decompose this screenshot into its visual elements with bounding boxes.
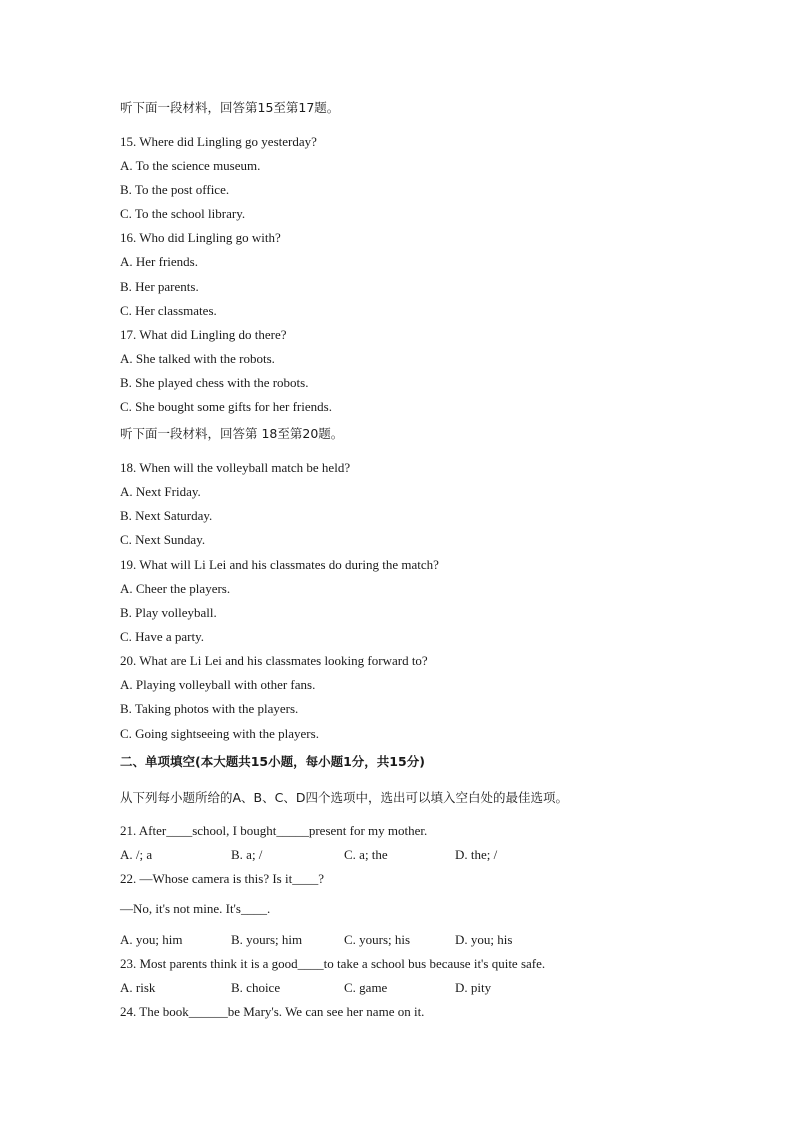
question-22-option-c: C. yours; his [344, 932, 411, 947]
question-20-option-c: C. Going sightseeing with the players. [120, 726, 319, 741]
question-22-option-b: B. yours; him [231, 932, 303, 947]
question-21-option-a: A. /; a [120, 847, 153, 862]
question-22-option-a: A. you; him [120, 932, 183, 947]
question-24-stem: 24. The book______be Mary's. We can see her name on it. [120, 1004, 425, 1019]
question-23-option-c: C. game [344, 980, 388, 995]
question-22-stem: 22. —Whose camera is this? Is it____? [120, 871, 324, 886]
question-19-option-a: A. Cheer the players. [120, 581, 231, 596]
question-17-option-a: A. She talked with the robots. [120, 351, 275, 366]
question-17-option-c: C. She bought some gifts for her friends. [120, 399, 332, 414]
question-22-reply: —No, it's not mine. It's____. [120, 901, 271, 916]
question-16-option-a: A. Her friends. [120, 254, 198, 269]
question-20-option-a: A. Playing volleyball with other fans. [120, 677, 316, 692]
question-19-stem: 19. What will Li Lei and his classmates do during the match? [120, 557, 439, 572]
question-21-option-d: D. the; / [455, 847, 498, 862]
question-16-option-b: B. Her parents. [120, 279, 199, 294]
question-19-option-c: C. Have a party. [120, 629, 204, 644]
question-22-option-d: D. you; his [455, 932, 513, 947]
question-15-option-b: B. To the post office. [120, 182, 230, 197]
question-17-option-b: B. She played chess with the robots. [120, 375, 309, 390]
question-17-stem: 17. What did Lingling do there? [120, 327, 287, 342]
question-18-stem: 18. When will the volleyball match be held? [120, 460, 351, 475]
question-18-option-c: C. Next Sunday. [120, 532, 206, 547]
listening-intro-15-17: 听下面一段材料，回答第15至第17题。 [120, 100, 340, 115]
listening-intro-18-20: 听下面一段材料，回答第 18至第20题。 [120, 426, 344, 441]
question-18-option-a: A. Next Friday. [120, 484, 201, 499]
question-15-option-c: C. To the school library. [120, 206, 246, 221]
question-23-option-b: B. choice [231, 980, 281, 995]
question-19-option-b: B. Play volleyball. [120, 605, 217, 620]
question-21-option-c: C. a; the [344, 847, 388, 862]
section-2-instructions: 从下列每小题所给的A、B、C、D四个选项中，选出可以填入空白处的最佳选项。 [120, 790, 568, 805]
question-21-option-b: B. a; / [231, 847, 263, 862]
question-23-option-a: A. risk [120, 980, 156, 995]
question-20-stem: 20. What are Li Lei and his classmates looking forward to? [120, 653, 428, 668]
question-15-stem: 15. Where did Lingling go yesterday? [120, 134, 317, 149]
question-20-option-b: B. Taking photos with the players. [120, 701, 299, 716]
question-21-stem: 21. After____school, I bought_____present for my mother. [120, 823, 428, 838]
question-23-stem: 23. Most parents think it is a good____to take a school bus because it's quite safe. [120, 956, 546, 971]
question-16-option-c: C. Her classmates. [120, 303, 217, 318]
question-15-option-a: A. To the science museum. [120, 158, 261, 173]
question-16-stem: 16. Who did Lingling go with? [120, 230, 281, 245]
section-2-title: 二、单项填空(本大题共15小题，每小题1分，共15分) [120, 754, 425, 769]
question-23-option-d: D. pity [455, 980, 492, 995]
question-18-option-b: B. Next Saturday. [120, 508, 213, 523]
